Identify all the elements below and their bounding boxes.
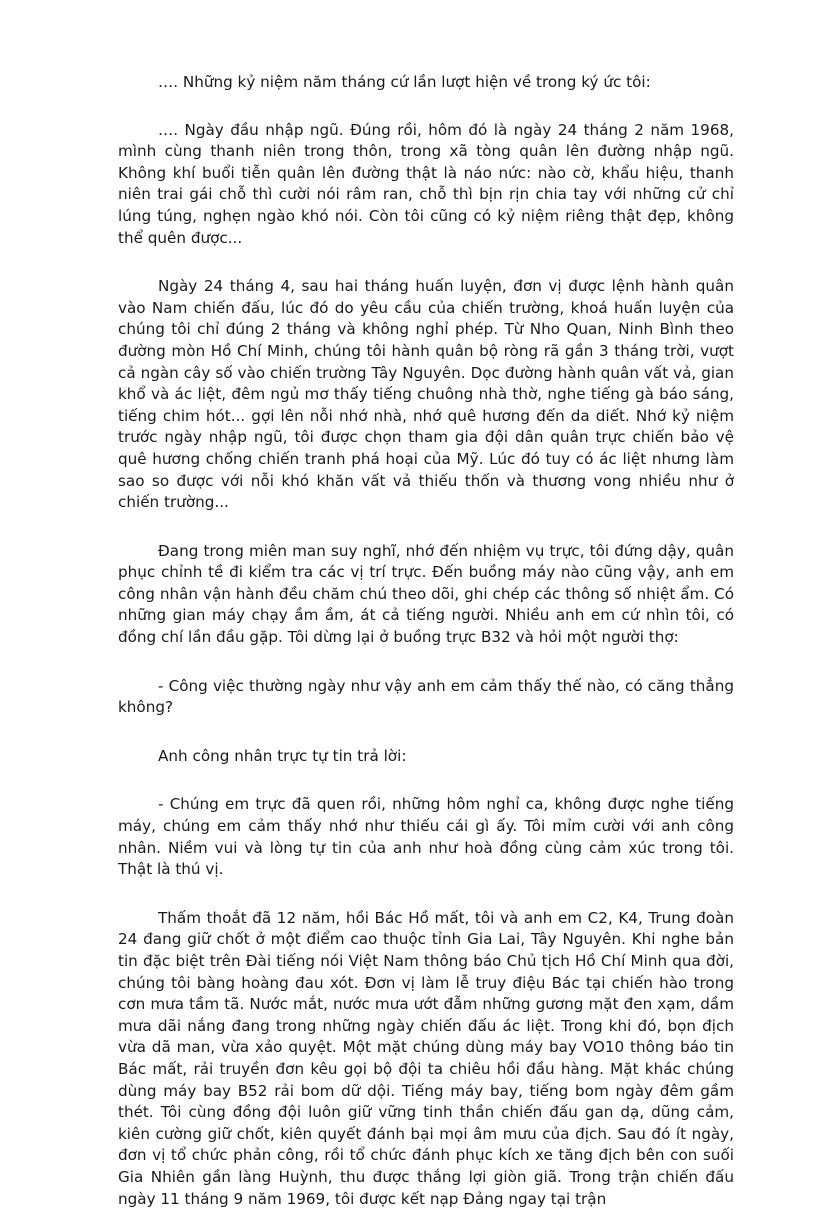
worker-reply-paragraph: - Chúng em trực đã quen rồi, những hôm nghỉ ca, không được nghe tiếng máy, chúng em cảm thấy nhớ như thiếu cái gì ấy. Tôi mỉm cười với anh công nhân. Niềm vui và lòng tự tin của anh như hoà đồng cùng cảm xúc trong tôi. Thật là thú vị. [118, 795, 734, 879]
uncle-ho-paragraph: Thấm thoắt đã 12 năm, hồi Bác Hồ mất, tôi và anh em C2, K4, Trung đoàn 24 đang giữ chốt ở một điểm cao thuộc tỉnh Gia Lai, Tây Nguyên. Khi nghe bản tin đặc biệt trên Đài tiếng nói Việt Nam thông báo Chủ tịch Hồ Chí Minh qua đời, chúng tôi bàng hoàng đau xót. Đơn vị làm lễ truy điệu Bác tại chiến hào trong cơn mưa tầm tã. Nước mắt, nước mưa ướt đẫm những gương mặt đen xạm, dầm mưa dãi nắng đang trong những ngày chiến đấu ác liệt. Trong khi đó, bọn địch vừa dã man, vừa xảo quyệt. Một mặt chúng dùng máy bay VO10 thông báo tin Bác mất, rải truyền đơn kêu gọi bộ đội ta chiêu hồi đầu hàng. Mặt khác chúng dùng máy bay B52 rải bom dữ dội. Tiếng máy bay, tiếng bom ngày đêm gầm thét. Tôi cùng đồng đội luôn giữ vững tinh thần chiến đấu gan dạ, dũng cảm, kiên cường giữ chốt, kiên quyết đánh bại mọi âm mưu của địch. Sau đó ít ngày, đơn vị tổ chức phản công, rồi tổ chức đánh phục kích xe tăng địch bên con suối Gia Nhiên gần làng Huỳnh, thu được thắng lợi giòn giã. Trong trận chiến đấu ngày 11 tháng 9 năm 1969, tôi được kết nạp Đảng ngay tại trận [118, 908, 734, 1208]
intro-paragraph: …. Những kỷ niệm năm tháng cứ lần lượt hiện về trong ký ức tôi: [158, 73, 651, 91]
inspection-paragraph: Đang trong miên man suy nghĩ, nhớ đến nhiệm vụ trực, tôi đứng dậy, quân phục chỉnh tề đi kiểm tra các vị trí trực. Đến buồng máy nào cũng vậy, anh em công nhân vận hành đều chăm chú theo dõi, ghi chép các thông số nhiệt ẩm. Có những gian máy chạy ầm ầm, át cả tiếng người. Nhiều anh em cứ nhìn tôi, có đồng chí lần đầu gặp. Tôi dừng lại ở buồng trực B32 và hỏi một người thợ: [118, 541, 734, 647]
reply-intro-paragraph: Anh công nhân trực tự tin trả lời: [158, 746, 407, 765]
enlistment-paragraph: …. Ngày đầu nhập ngũ. Đúng rồi, hôm đó là ngày 24 tháng 2 năm 1968, mình cùng thanh niên trong thôn, trong xã tòng quân lên đường nhập ngũ. Không khí buổi tiễn quân lên đường thật là náo nức: nào cờ, khẩu hiệu, thanh niên trai gái chỗ thì cười nói râm ran, chỗ thì bịn rịn chia tay với những cử chỉ lúng túng, nghẹn ngào khó nói. Còn tôi cũng có kỷ niệm riêng thật đẹp, không thể quên được... [118, 120, 734, 247]
document-page [118, 72, 734, 1210]
question-paragraph: - Công việc thường ngày như vậy anh em cảm thấy thế nào, có căng thẳng không? [118, 676, 734, 717]
march-south-paragraph: Ngày 24 tháng 4, sau hai tháng huấn luyện, đơn vị được lệnh hành quân vào Nam chiến đấu, lúc đó do yêu cầu của chiến trường, khoá huấn luyện của chúng tôi chỉ đúng 2 tháng và không nghỉ phép. Từ Nho Quan, Ninh Bình theo đường mòn Hồ Chí Minh, chúng tôi hành quân bộ ròng rã gần 3 tháng trời, vượt cả ngàn cây số vào chiến trường Tây Nguyên. Dọc đường hành quân vất vả, gian khổ và ác liệt, đêm ngủ mơ thấy tiếng chuông nhà thờ, nghe tiếng gà báo sáng, tiếng chim hót... gợi lên nỗi nhớ nhà, nhớ quê hương đến da diết. Nhớ kỷ niệm trước ngày nhập ngũ, tôi được chọn tham gia đội dân quân trực chiến bảo vệ quê hương chống chiến tranh phá hoại của Mỹ. Lúc đó tuy có ác liệt nhưng làm sao so được với nỗi khó khăn vất vả thiếu thốn và thương vong nhiều như ở chiến trường... [118, 277, 734, 512]
